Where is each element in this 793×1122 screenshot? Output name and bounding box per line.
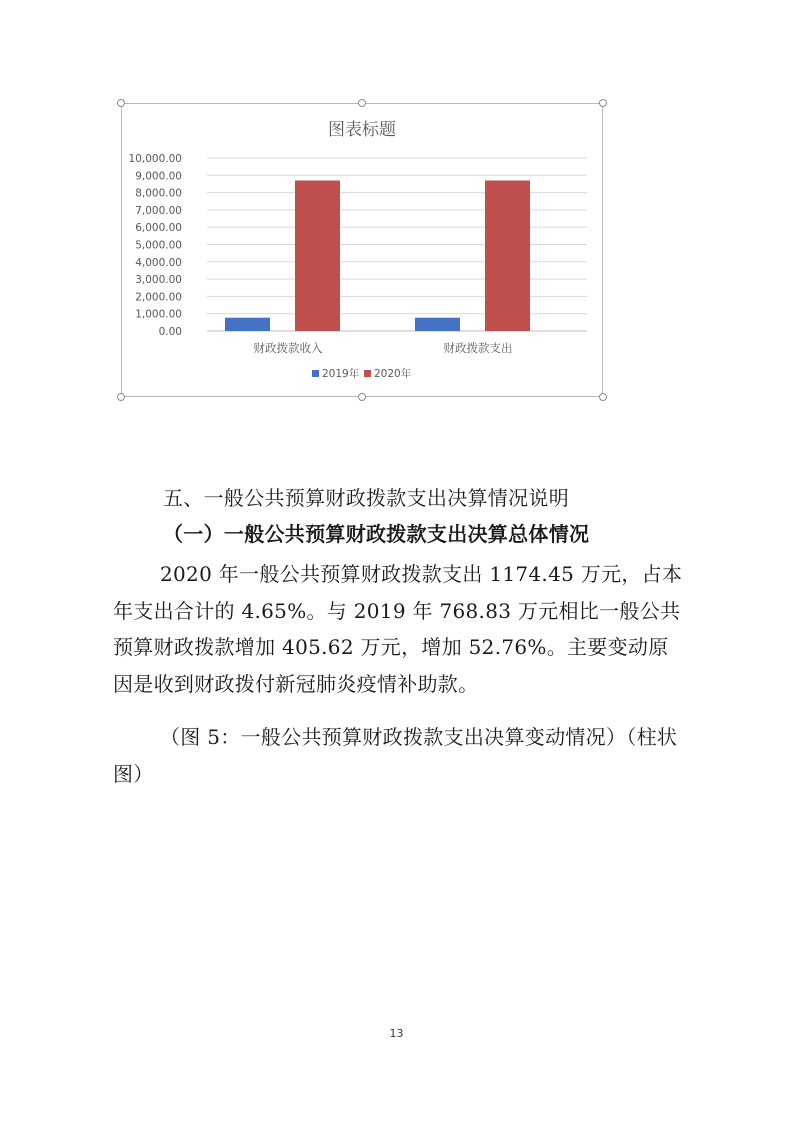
y-tick-label: 8,000.00 [135, 187, 182, 200]
resize-handle-top[interactable] [358, 99, 366, 107]
y-tick-label: 4,000.00 [135, 256, 182, 269]
y-tick-label: 1,000.00 [135, 308, 182, 321]
legend-label: 2020年 [374, 368, 412, 380]
resize-handle-bottom[interactable] [358, 393, 366, 401]
bar [415, 318, 460, 331]
section-heading: 五、一般公共预算财政拨款支出决算情况说明 [163, 486, 569, 510]
resize-handle-top-right[interactable] [599, 99, 607, 107]
legend-swatch [364, 370, 371, 377]
x-tick-label: 财政拨款收入 [253, 341, 323, 355]
page-number: 13 [389, 1027, 404, 1040]
bar [485, 180, 530, 331]
body-paragraph: 2020 年一般公共预算财政拨款支出 1174.45 万元，占本年支出合计的 4.65%。与 2019 年 768.83 万元相比一般公共预算财政拨款增加 405.62 万元，增加 52.76%。主要变动原因是收到财政拨付新冠肺炎疫情补助款。 [113, 562, 683, 696]
x-tick-label: 财政拨款支出 [443, 341, 513, 355]
section-subheading: （一）一般公共预算财政拨款支出决算总体情况 [163, 522, 590, 546]
y-tick-label: 0.00 [158, 326, 182, 338]
y-tick-label: 5,000.00 [135, 239, 182, 252]
y-tick-label: 6,000.00 [135, 222, 182, 235]
bar [225, 318, 270, 331]
legend-label: 2019年 [322, 368, 360, 380]
figure-caption: （图 5：一般公共预算财政拨款支出决算变动情况）（柱状图） [113, 725, 678, 786]
legend-swatch [312, 370, 319, 377]
resize-handle-top-left[interactable] [117, 99, 125, 107]
y-tick-label: 7,000.00 [135, 204, 182, 217]
resize-handle-bottom-right[interactable] [599, 393, 607, 401]
resize-handle-bottom-left[interactable] [117, 393, 125, 401]
bar-chart [122, 104, 602, 396]
y-tick-label: 2,000.00 [135, 291, 182, 304]
chart-title: 图表标题 [328, 120, 396, 140]
y-tick-label: 9,000.00 [135, 170, 182, 183]
y-tick-label: 10,000.00 [128, 153, 182, 165]
chart-frame [121, 103, 603, 397]
y-tick-label: 3,000.00 [135, 274, 182, 287]
bar [295, 180, 340, 331]
